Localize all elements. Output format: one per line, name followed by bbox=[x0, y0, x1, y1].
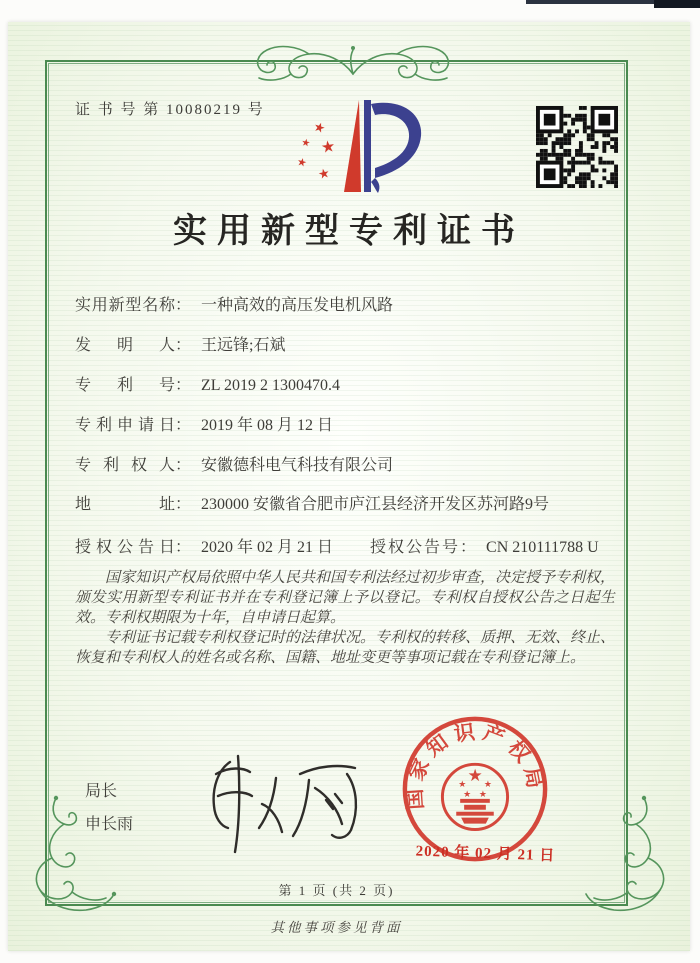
svg-text:★: ★ bbox=[478, 788, 487, 799]
field-value: CN 210111788 U bbox=[486, 539, 599, 556]
certificate-number: 证 书 号 第 10080219 号 bbox=[75, 102, 265, 118]
cnipa-logo bbox=[280, 90, 430, 204]
legal-paragraph-1: 国家知识产权局依照中华人民共和国专利法经过初步审查，决定授予专利权，颁发实用新型专利证书并在专利登记簿上予以登记。专利权自授权公告之日起生效。专利权期限为十年，自申请日起算。 bbox=[75, 570, 616, 626]
svg-text:★: ★ bbox=[467, 766, 483, 786]
field-colon: ： bbox=[175, 377, 192, 394]
field-label: 授权公告日 bbox=[75, 539, 175, 556]
field-grant-number bbox=[370, 534, 599, 557]
certificate-title: 实用新型专利证书 bbox=[173, 213, 525, 250]
field-colon: ： bbox=[175, 496, 192, 513]
national-emblem-icon bbox=[442, 764, 507, 829]
field-colon: ： bbox=[175, 417, 192, 434]
legal-paragraph-2: 专利证书记载专利权登记时的法律状况。专利权的转移、质押、无效、终止、恢复和专利权人的姓名或名称、国籍、地址变更等事项记载在专利登记簿上。 bbox=[75, 630, 616, 666]
commissioner-title: 局长 bbox=[85, 783, 118, 800]
field-colon: ： bbox=[175, 297, 192, 314]
field-colon: ： bbox=[175, 337, 192, 354]
commissioner-name: 申长雨 bbox=[85, 816, 134, 833]
field-row-patent-number bbox=[75, 372, 340, 395]
svg-text:★: ★ bbox=[319, 138, 337, 157]
seal-date: 2020 年 02 月 21 日 bbox=[415, 843, 556, 865]
svg-text:★: ★ bbox=[483, 779, 492, 790]
field-value: 一种高效的高压发电机风路 bbox=[201, 297, 394, 314]
field-row-filing-date bbox=[75, 412, 333, 435]
top-flourish-ornament bbox=[213, 38, 493, 84]
scan-edge-artifact bbox=[526, 0, 656, 4]
seal-text: 国家知识产权局 bbox=[403, 720, 547, 811]
field-label: 发明人 bbox=[75, 337, 175, 354]
commissioner-signature bbox=[188, 742, 373, 862]
field-value: 2020 年 02 月 21 日 bbox=[201, 539, 334, 556]
field-row-utility-model-name bbox=[75, 292, 393, 315]
certificate-page bbox=[8, 22, 690, 951]
svg-text:★: ★ bbox=[458, 779, 467, 790]
field-row-patentee bbox=[75, 452, 393, 475]
svg-text:★: ★ bbox=[295, 155, 309, 170]
field-label: 地址 bbox=[75, 496, 175, 513]
field-row-address bbox=[75, 491, 549, 514]
legal-text bbox=[75, 568, 615, 668]
field-label: 授权公告号 bbox=[370, 539, 461, 556]
back-side-note: 其他事项参见背面 bbox=[270, 920, 403, 935]
bottom-right-flourish-ornament bbox=[574, 794, 674, 924]
svg-text:★: ★ bbox=[300, 137, 312, 150]
field-colon: ： bbox=[175, 457, 192, 474]
field-row-grant bbox=[75, 534, 599, 557]
field-value: 2019 年 08 月 12 日 bbox=[201, 417, 334, 434]
svg-text:★: ★ bbox=[463, 788, 472, 799]
qr-code bbox=[536, 106, 618, 188]
field-colon: ： bbox=[460, 539, 477, 556]
svg-text:★: ★ bbox=[316, 164, 332, 183]
field-label: 专利申请日 bbox=[75, 417, 175, 434]
page-number: 第 1 页 (共 2 页) bbox=[278, 883, 395, 898]
field-value: ZL 2019 2 1300470.4 bbox=[201, 377, 340, 394]
scan-edge-artifact bbox=[654, 0, 700, 8]
svg-text:★: ★ bbox=[311, 118, 328, 137]
field-label: 实用新型名称 bbox=[75, 297, 175, 314]
field-value: 王远锋;石斌 bbox=[201, 337, 286, 354]
field-row-inventor bbox=[75, 332, 285, 355]
field-value: 230000 安徽省合肥市庐江县经济开发区苏河路9号 bbox=[201, 496, 550, 513]
field-label: 专利号 bbox=[75, 377, 175, 394]
field-colon: ： bbox=[175, 539, 192, 556]
field-value: 安徽德科电气科技有限公司 bbox=[201, 457, 394, 474]
field-label: 专利权人 bbox=[75, 457, 175, 474]
